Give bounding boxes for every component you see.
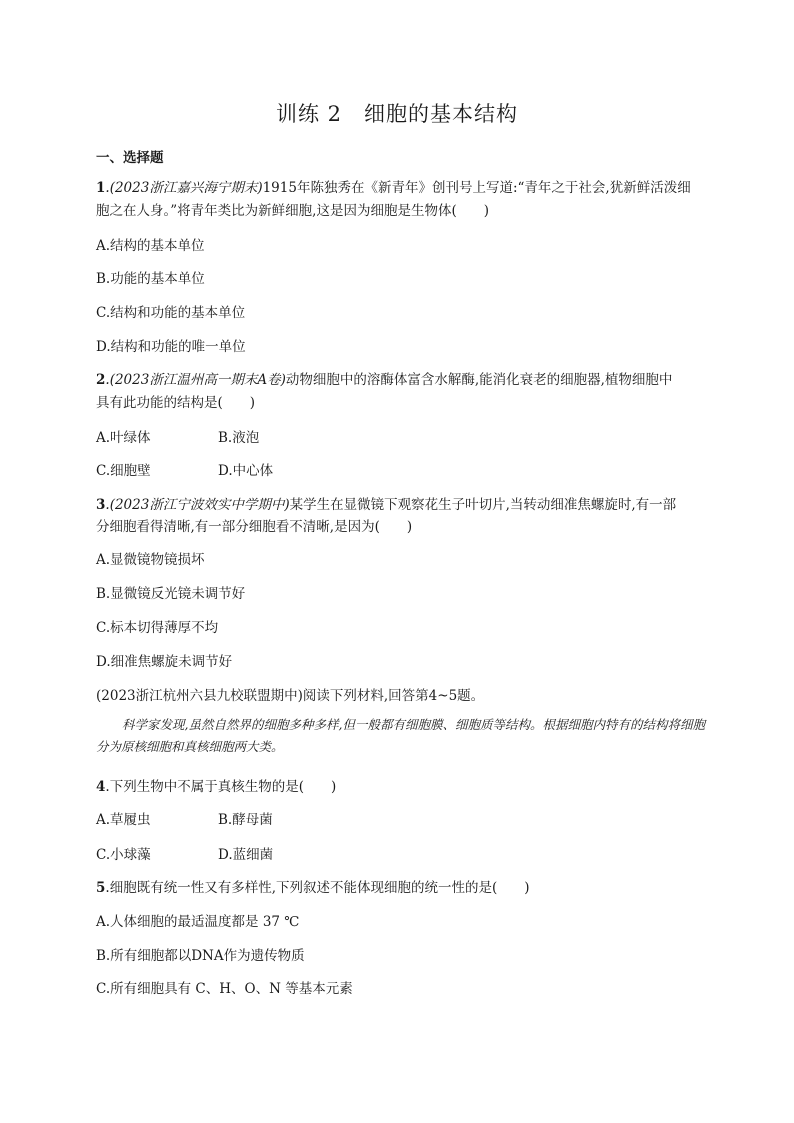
question-2-option-c: C.细胞壁 (96, 463, 151, 479)
material-text: 科学家发现,虽然自然界的细胞多种多样,但一般都有细胞膜、细胞质等结构。根据细胞内特有的结构将细胞分为原核细胞和真核细胞两大类。 (96, 717, 705, 754)
question-3-option-b: B.显微镜反光镜未调节好 (96, 586, 246, 602)
question-4-stem (96, 775, 336, 795)
question-1-option-d: D.结构和功能的唯一单位 (96, 339, 246, 355)
question-3-option-a: A.显微镜物镜损坏 (96, 552, 205, 568)
question-source: .(2023浙江嘉兴海宁期末) (105, 180, 263, 196)
question-number: 3 (96, 497, 106, 513)
question-2-line-2: 具有此功能的结构是( ) (96, 395, 256, 411)
question-number: 1 (96, 180, 106, 196)
question-text: .细胞既有统一性又有多样性,下列叙述不能体现细胞的统一性的是( ) (105, 880, 530, 896)
question-text: 某学生在显微镜下观察花生子叶切片,当转动细准焦螺旋时,有一部 (289, 497, 677, 513)
question-3-option-c: C.标本切得薄厚不均 (96, 620, 219, 636)
question-text: 动物细胞中的溶酶体富含水解酶,能消化衰老的细胞器,植物细胞中 (285, 372, 673, 388)
question-1-option-c: C.结构和功能的基本单位 (96, 305, 246, 321)
question-1-line-1 (96, 176, 691, 196)
question-5-option-a: A.人体细胞的最适温度都是 37 ℃ (96, 914, 300, 930)
question-source: .(2023浙江宁波效实中学期中) (105, 497, 290, 513)
question-number: 2 (96, 372, 106, 388)
question-source: .(2023浙江温州高一期末A卷) (105, 372, 286, 388)
question-2-option-b: B.液泡 (218, 430, 260, 446)
question-2-option-d: D.中心体 (218, 463, 274, 479)
question-4-option-c: C.小球藻 (96, 847, 151, 863)
question-3-line-2: 分细胞看得清晰,有一部分细胞看不清晰,是因为( ) (96, 519, 413, 535)
material-intro: (2023浙江杭州六县九校联盟期中)阅读下列材料,回答第4~5题。 (96, 688, 485, 704)
question-4-option-b: B.酵母菌 (218, 812, 273, 828)
page-title: 训练 2 细胞的基本结构 (275, 102, 519, 126)
question-number: 5 (96, 880, 106, 896)
section-heading: 一、选择题 (96, 150, 164, 166)
question-1-line-2: 胞之在人身。”将青年类比为新鲜细胞,这是因为细胞是生物体( ) (96, 203, 489, 219)
question-4-option-d: D.蓝细菌 (218, 847, 274, 863)
question-text: 1915年陈独秀在《新青年》创刊号上写道:“青年之于社会,犹新鲜活泼细 (262, 180, 691, 196)
question-3-line-1 (96, 493, 676, 513)
question-4-option-a: A.草履虫 (96, 812, 151, 828)
question-5-option-c: C.所有细胞具有 C、H、O、N 等基本元素 (96, 981, 353, 997)
question-1-option-a: A.结构的基本单位 (96, 238, 205, 254)
question-5-option-b: B.所有细胞都以DNA作为遗传物质 (96, 948, 305, 964)
question-2-option-a: A.叶绿体 (96, 430, 151, 446)
question-text: .下列生物中不属于真核生物的是( ) (105, 779, 337, 795)
question-3-option-d: D.细准焦螺旋未调节好 (96, 654, 233, 670)
question-5-stem (96, 876, 530, 896)
question-1-option-b: B.功能的基本单位 (96, 271, 205, 287)
question-number: 4 (96, 779, 106, 795)
question-2-line-1 (96, 368, 672, 388)
